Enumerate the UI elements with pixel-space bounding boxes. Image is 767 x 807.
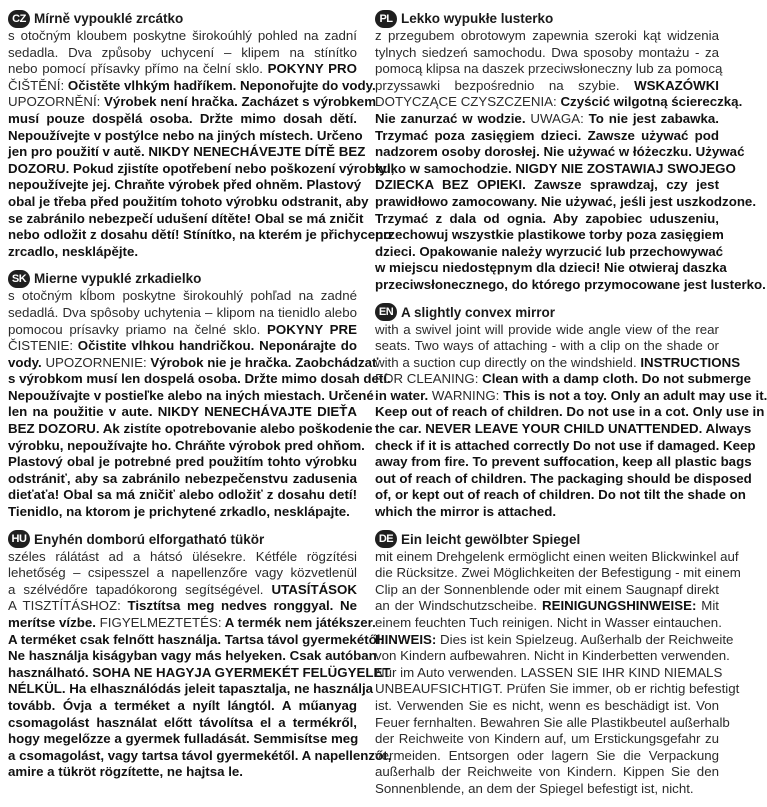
body-line: FOR CLEANING: Clean with a damp cloth. Do not submerge xyxy=(375,371,752,387)
bold-label: len na použitie v aute. NIKDY NENECHÁVAJTE DIEŤA xyxy=(8,404,357,420)
bold-label: zrcadlo, nesklápějte. xyxy=(8,243,139,259)
body-line xyxy=(8,160,395,178)
body-line xyxy=(8,664,391,682)
bold-label: Czyścić wilgotną ściereczką. xyxy=(556,94,743,110)
section-en xyxy=(375,303,767,521)
body-line: pomocą klipsa na daszek przeciwsłoneczny lub za pomocą xyxy=(375,61,723,77)
body-line xyxy=(8,144,366,161)
body-line xyxy=(375,260,727,277)
body-line: with a swivel joint will provide wide angle view of the rear xyxy=(375,321,719,337)
bold-label: merítse vízbe. xyxy=(8,615,100,630)
bold-label: dieťaťa! Obal sa má zničiť alebo odložiť z dosahu detí! xyxy=(8,487,357,503)
body-line: s otočným kĺbom poskytne širokouhlý pohľad na zadné xyxy=(8,288,357,304)
bold-label: To nie jest zabawka. xyxy=(583,110,719,126)
body-line xyxy=(8,111,357,128)
bold-label: of, or kept out of reach of children. Do not tilt the shade on xyxy=(375,487,746,503)
body-line xyxy=(8,715,357,732)
bold-label: tylko w samochodzie. NIGDY NIE ZOSTAWIAJ SWOJEGO xyxy=(375,160,736,176)
body-line xyxy=(8,747,392,765)
bold-label: NÉLKÜL. Ha elhasználódás jeleit tapasztalja, ne használja xyxy=(8,681,374,697)
body-line xyxy=(8,504,357,521)
body-line: tylnych siedzeń samochodu. Dwa sposoby montażu - za xyxy=(375,44,719,60)
bold-label: HINWEIS: xyxy=(375,631,437,647)
body-line: sedadlá. Dva spôsoby uchytenia – klipom na tienidlo alebo xyxy=(8,304,357,320)
body-line: A TISZTÍTÁSHOZ: Tisztítsa meg nedves ronggyal. Ne xyxy=(8,598,357,614)
body-line xyxy=(8,487,357,504)
body-line: ist. Verwenden Sie es nicht, wenn es beschädigt ist. Von xyxy=(375,697,719,713)
bold-label: away from fire. To prevent suffocation, keep all plastic bags xyxy=(375,454,752,470)
body-line xyxy=(375,470,752,488)
section-pl xyxy=(375,9,766,294)
bold-label: a csomagolást, vagy tartsa távol gyermekétől. A napellenzőt, xyxy=(8,747,392,763)
bold-label: POKYNY PRE xyxy=(267,321,357,337)
body-line xyxy=(8,681,374,698)
bold-label: w miejscu niedostępnym dla dzieci! Nie otwieraj daszka xyxy=(375,260,727,276)
bold-label: check if it is attached correctly Do not use if damaged. Keep xyxy=(375,437,756,453)
bold-label: vody. xyxy=(8,354,46,370)
section-cz xyxy=(8,9,395,260)
body-line: z przegubem obrotowym zapewnia szeroki kąt widzenia xyxy=(375,28,719,43)
body-line xyxy=(8,177,362,194)
section-title: Ein leicht gewölbter Spiegel xyxy=(401,531,581,547)
bold-label: POKYNY PRO xyxy=(267,61,357,77)
body-line xyxy=(8,244,357,261)
section-body xyxy=(8,28,395,260)
body-line xyxy=(8,648,377,665)
body-line: Feuer fernhalten. Bewahren Sie alle Plastikbeutel außerhalb xyxy=(375,714,730,730)
body-line: Nie zanurzać w wodzie. UWAGA: To nie jest zabawka. xyxy=(375,110,719,126)
bold-label: Keep out of reach of children. Do not use in a cot. Only use in xyxy=(375,404,765,420)
body-line xyxy=(8,471,357,488)
bold-label: odstrániť, aby sa zabránilo nebezpečenstvu zadusenia xyxy=(8,470,357,486)
section-sk xyxy=(8,269,391,520)
body-line: merítse vízbe. FIGYELMEZTETÉS: A termék nem játékszer. xyxy=(8,615,376,630)
bold-label: Nepoužívajte v postieľke alebo na iných miestach. Určené xyxy=(8,387,374,403)
body-line: UNBEAUFSICHTIGT. Prüfen Sie immer, ob er richtig befestigt xyxy=(375,681,740,697)
bold-label: A termék nem játékszer. xyxy=(221,615,376,630)
bold-label: nebo odložit z dosahu dětí! Stínítko, na kterém je přichyceno xyxy=(8,227,392,243)
body-line: vermeiden. Entsorgen oder lagern Sie die Verpackung xyxy=(375,747,719,763)
section-title: Mírně vypouklé zrcátko xyxy=(34,11,184,26)
bold-label: przechowuj wszystkie plastikowe torby poza zasięgiem xyxy=(375,227,724,243)
body-line: ČIŠTĚNÍ: Očistěte vlhkým hadříkem. Neponořujte do vody. xyxy=(8,77,376,93)
bold-label: in water. xyxy=(375,387,432,403)
body-line: ČISTENIE: Očistite vlhkou handričkou. Neponárajte do xyxy=(8,338,357,354)
body-line: vody. UPOZORNENIE: Výrobok nie je hračka. Zaobchádzať xyxy=(8,354,379,370)
section-heading xyxy=(375,9,719,28)
body-line xyxy=(375,421,752,438)
body-line: przyssawki bezpośrednio na szybie. WSKAZÓWKI xyxy=(375,77,719,93)
body-line xyxy=(8,437,365,455)
bold-label: musí pouze dospělá osoba. Držte mimo dosah dětí. xyxy=(8,110,357,126)
body-line: die Rücksitze. Zwei Möglichkeiten der Befestigung - mit einem xyxy=(375,565,741,581)
bold-label: Výrobok nie je hračka. Zaobchádzať xyxy=(146,354,379,370)
body-line: seats. Two ways of attaching - with a clip on the shade or xyxy=(375,338,719,354)
body-line xyxy=(375,454,752,471)
language-badge-hu: HU xyxy=(8,530,30,548)
body-line: UPOZORNĚNÍ: Výrobek není hračka. Zacházet s výrobkem xyxy=(8,94,377,110)
section-heading xyxy=(375,530,719,549)
bold-label: the car. NEVER LEAVE YOUR CHILD UNATTENDED. Always xyxy=(375,421,752,437)
section-heading xyxy=(375,303,719,322)
bold-label: INSTRUCTIONS xyxy=(640,354,741,370)
bold-label: Ne használja kiságyban vagy más helyeken. Csak autóban xyxy=(8,648,377,664)
bold-label: przeciwsłonecznego, do którego przymocowane jest lusterko. xyxy=(375,276,766,292)
body-line xyxy=(8,454,357,471)
bold-label: használható. SOHA NE HAGYJA GYERMEKÉT FELÜGYELET xyxy=(8,664,391,680)
body-line: nebo pomocí přísavky přímo na čelní sklo. POKYNY PRO xyxy=(8,61,357,77)
section-body xyxy=(8,548,392,781)
bold-label: amire a tükröt rögzítette, ne hajtsa le. xyxy=(8,764,243,780)
section-heading xyxy=(8,269,357,288)
bold-label: tovább. Óvja a terméket a nyílt lángtól. A műanyag xyxy=(8,697,357,713)
body-line xyxy=(375,437,756,455)
section-heading xyxy=(8,9,357,28)
body-line xyxy=(375,404,765,421)
bold-label: Trzymać z dala od ognia. Aby zapobiec uduszeniu, xyxy=(375,210,719,226)
bold-label: UTASÍTÁSOK xyxy=(271,581,357,597)
bold-label: hogy megelőzze a gyermek fulladását. Semmisítse meg xyxy=(8,731,359,747)
body-line xyxy=(375,504,719,521)
bold-label: Výrobek není hračka. Zacházet s výrobkem xyxy=(100,94,377,110)
body-line xyxy=(375,227,724,244)
body-line xyxy=(8,631,385,649)
body-line xyxy=(375,211,719,228)
body-line: széles rálátást ad a hátsó ülésekre. Kétféle rögzítési xyxy=(8,548,357,564)
body-line xyxy=(375,487,746,504)
language-badge-cz: CZ xyxy=(8,10,30,28)
bold-label: Nepoužívejte v postýlce nebo na jiných místech. Určeno xyxy=(8,127,363,143)
bold-label: Clean with a damp cloth. Do not submerge xyxy=(478,371,752,387)
language-badge-de: DE xyxy=(375,530,397,548)
section-body xyxy=(375,548,741,798)
bold-label: WSKAZÓWKI xyxy=(634,77,719,93)
section-de xyxy=(375,530,741,798)
bold-label: Tisztítsa meg nedves ronggyal. Ne xyxy=(120,598,357,614)
body-line xyxy=(375,144,745,161)
bold-label: Očistěte vlhkým hadříkem. Neponořujte do vody. xyxy=(64,77,376,93)
body-line: der Reichweite von Kindern auf, um Erstickungsgefahr zu xyxy=(375,731,719,747)
body-line: Sonnenblende, an dem der Spiegel befestigt ist, nicht. xyxy=(375,780,694,796)
bold-label: DOZORU. Pokud zjistíte opotřebení nebo poškození výrobku, xyxy=(8,160,395,176)
bold-label: REINIGUNGSHINWEISE: xyxy=(541,598,697,614)
bold-label: jen pro použití v autě. NIKDY NENECHÁVEJTE DÍTĚ BEZ xyxy=(8,144,366,160)
body-line: lehetőség – csipesszel a napellenzőre vagy közvetlenül xyxy=(8,565,357,581)
bold-label: This is not a toy. Only an adult may use it. xyxy=(499,387,767,403)
body-line xyxy=(8,227,392,244)
body-line: außerhalb der Reichweite von Kindern. Kippen Sie den xyxy=(375,764,719,780)
body-line xyxy=(375,177,719,194)
body-line xyxy=(375,243,724,261)
body-line xyxy=(8,698,357,715)
body-line xyxy=(8,210,364,228)
section-title: Enyhén domború elforgatható tükör xyxy=(34,531,265,547)
body-line xyxy=(8,731,357,748)
body-line: HINWEIS: Dies ist kein Spielzeug. Außerhalb der Reichweite xyxy=(375,631,734,647)
bold-label: DZIECKA BEZ OPIEKI. Zawsze sprawdzaj, czy jest xyxy=(375,177,719,193)
body-line xyxy=(8,764,357,781)
bold-label: A terméket csak felnőtt használja. Tartsa távol gyermekétől. xyxy=(8,631,385,647)
body-line xyxy=(8,127,363,145)
section-body xyxy=(8,288,391,520)
body-line: with a suction cup directly on the windshield. INSTRUCTIONS xyxy=(375,354,741,370)
bold-label: dzieci. Opakowanie należy wyrzucić lub przechowywać xyxy=(375,243,724,259)
section-title: Mierne vypuklé zrkadielko xyxy=(34,271,202,287)
bold-label: se zabránilo nebezpečí udušení dítěte! Obal se má zničit xyxy=(8,210,364,226)
bold-label: s výrobkom musí len dospelá osoba. Držte mimo dosah detí. xyxy=(8,371,391,387)
body-line: von Kindern aufbewahren. Nicht in Kinderbetten verwenden. xyxy=(375,648,730,664)
body-line: a szélvédőre tapadókorong segítségével. UTASÍTÁSOK xyxy=(8,581,357,597)
bold-label: prawidłowo zamocowany. Nie używać, jeśli jest uszkodzone. xyxy=(375,193,757,209)
body-line xyxy=(375,193,757,211)
body-line xyxy=(375,160,736,178)
bold-label: Tienidlo, na ktorom je prichytené zrkadlo, nesklápajte. xyxy=(8,504,350,520)
body-line: in water. WARNING: This is not a toy. Only an adult may use it. xyxy=(375,387,767,403)
bold-label: nepoužívejte jej. Chraňte výrobek před ohněm. Plastový xyxy=(8,177,362,193)
body-line xyxy=(8,404,357,421)
bold-label: obal je třeba před použitím tohoto výrobku odstranit, aby xyxy=(8,193,369,209)
body-line xyxy=(8,421,373,438)
section-body xyxy=(375,28,766,294)
body-line: mit einem Drehgelenk ermöglicht einen weiten Blickwinkel auf xyxy=(375,548,739,564)
body-line: Clip an der Sonnenblende oder mit einem Saugnapf direkt xyxy=(375,581,719,597)
language-badge-en: EN xyxy=(375,303,397,321)
language-badge-sk: SK xyxy=(8,270,30,288)
body-line: pomocou prísavky priamo na čelné sklo. POKYNY PRE xyxy=(8,321,357,337)
body-line: an der Windschutzscheibe. REINIGUNGSHINWEISE: Mit xyxy=(375,598,720,614)
left-column xyxy=(8,9,395,790)
body-line: DOTYCZĄCE CZYSZCZENIA: Czyścić wilgotną ściereczką. xyxy=(375,94,743,110)
section-body xyxy=(375,321,767,521)
section-title: Lekko wypukłe lusterko xyxy=(401,11,554,26)
body-line xyxy=(375,128,719,145)
bold-label: BEZ DOZORU. Ak zistíte opotrebovanie alebo poškodenie xyxy=(8,421,373,437)
body-line: Nur im Auto verwenden. LASSEN SIE IHR KIND NIEMALS xyxy=(375,664,723,680)
body-line: sedadla. Dva způsoby uchycení – klipem na stínítko xyxy=(8,44,357,60)
section-title: A slightly convex mirror xyxy=(401,304,556,320)
body-line: einem feuchten Tuch reinigen. Nicht in Wasser eintauchen. xyxy=(375,615,722,630)
bold-label: Trzymać poza zasięgiem dzieci. Zawsze używać pod xyxy=(375,127,719,143)
body-line xyxy=(8,387,374,405)
body-line xyxy=(8,371,391,388)
body-line xyxy=(375,276,766,294)
bold-label: výrobku, nepoužívajte ho. Chráňte výrobok pred ohňom. xyxy=(8,437,365,453)
bold-label: which the mirror is attached. xyxy=(375,504,557,520)
body-line xyxy=(8,193,369,211)
bold-label: Plastový obal je potrebné pred použitím tohto výrobku xyxy=(8,454,357,470)
body-line: s otočným kloubem poskytne širokoúhlý pohled na zadní xyxy=(8,28,357,43)
bold-label: nadzorem osoby dorosłej. Nie używać w łóżeczku. Używać xyxy=(375,144,745,160)
bold-label: csomagolást használat előtt távolítsa el a termékről, xyxy=(8,714,357,730)
bold-label: Nie zanurzać w wodzie. xyxy=(375,110,531,126)
right-column xyxy=(375,9,767,807)
bold-label: out of reach of children. The packaging should be disposed xyxy=(375,470,752,486)
section-heading xyxy=(8,530,357,549)
bold-label: Očistite vlhkou handričkou. Neponárajte do xyxy=(73,338,357,354)
language-badge-pl: PL xyxy=(375,10,397,28)
